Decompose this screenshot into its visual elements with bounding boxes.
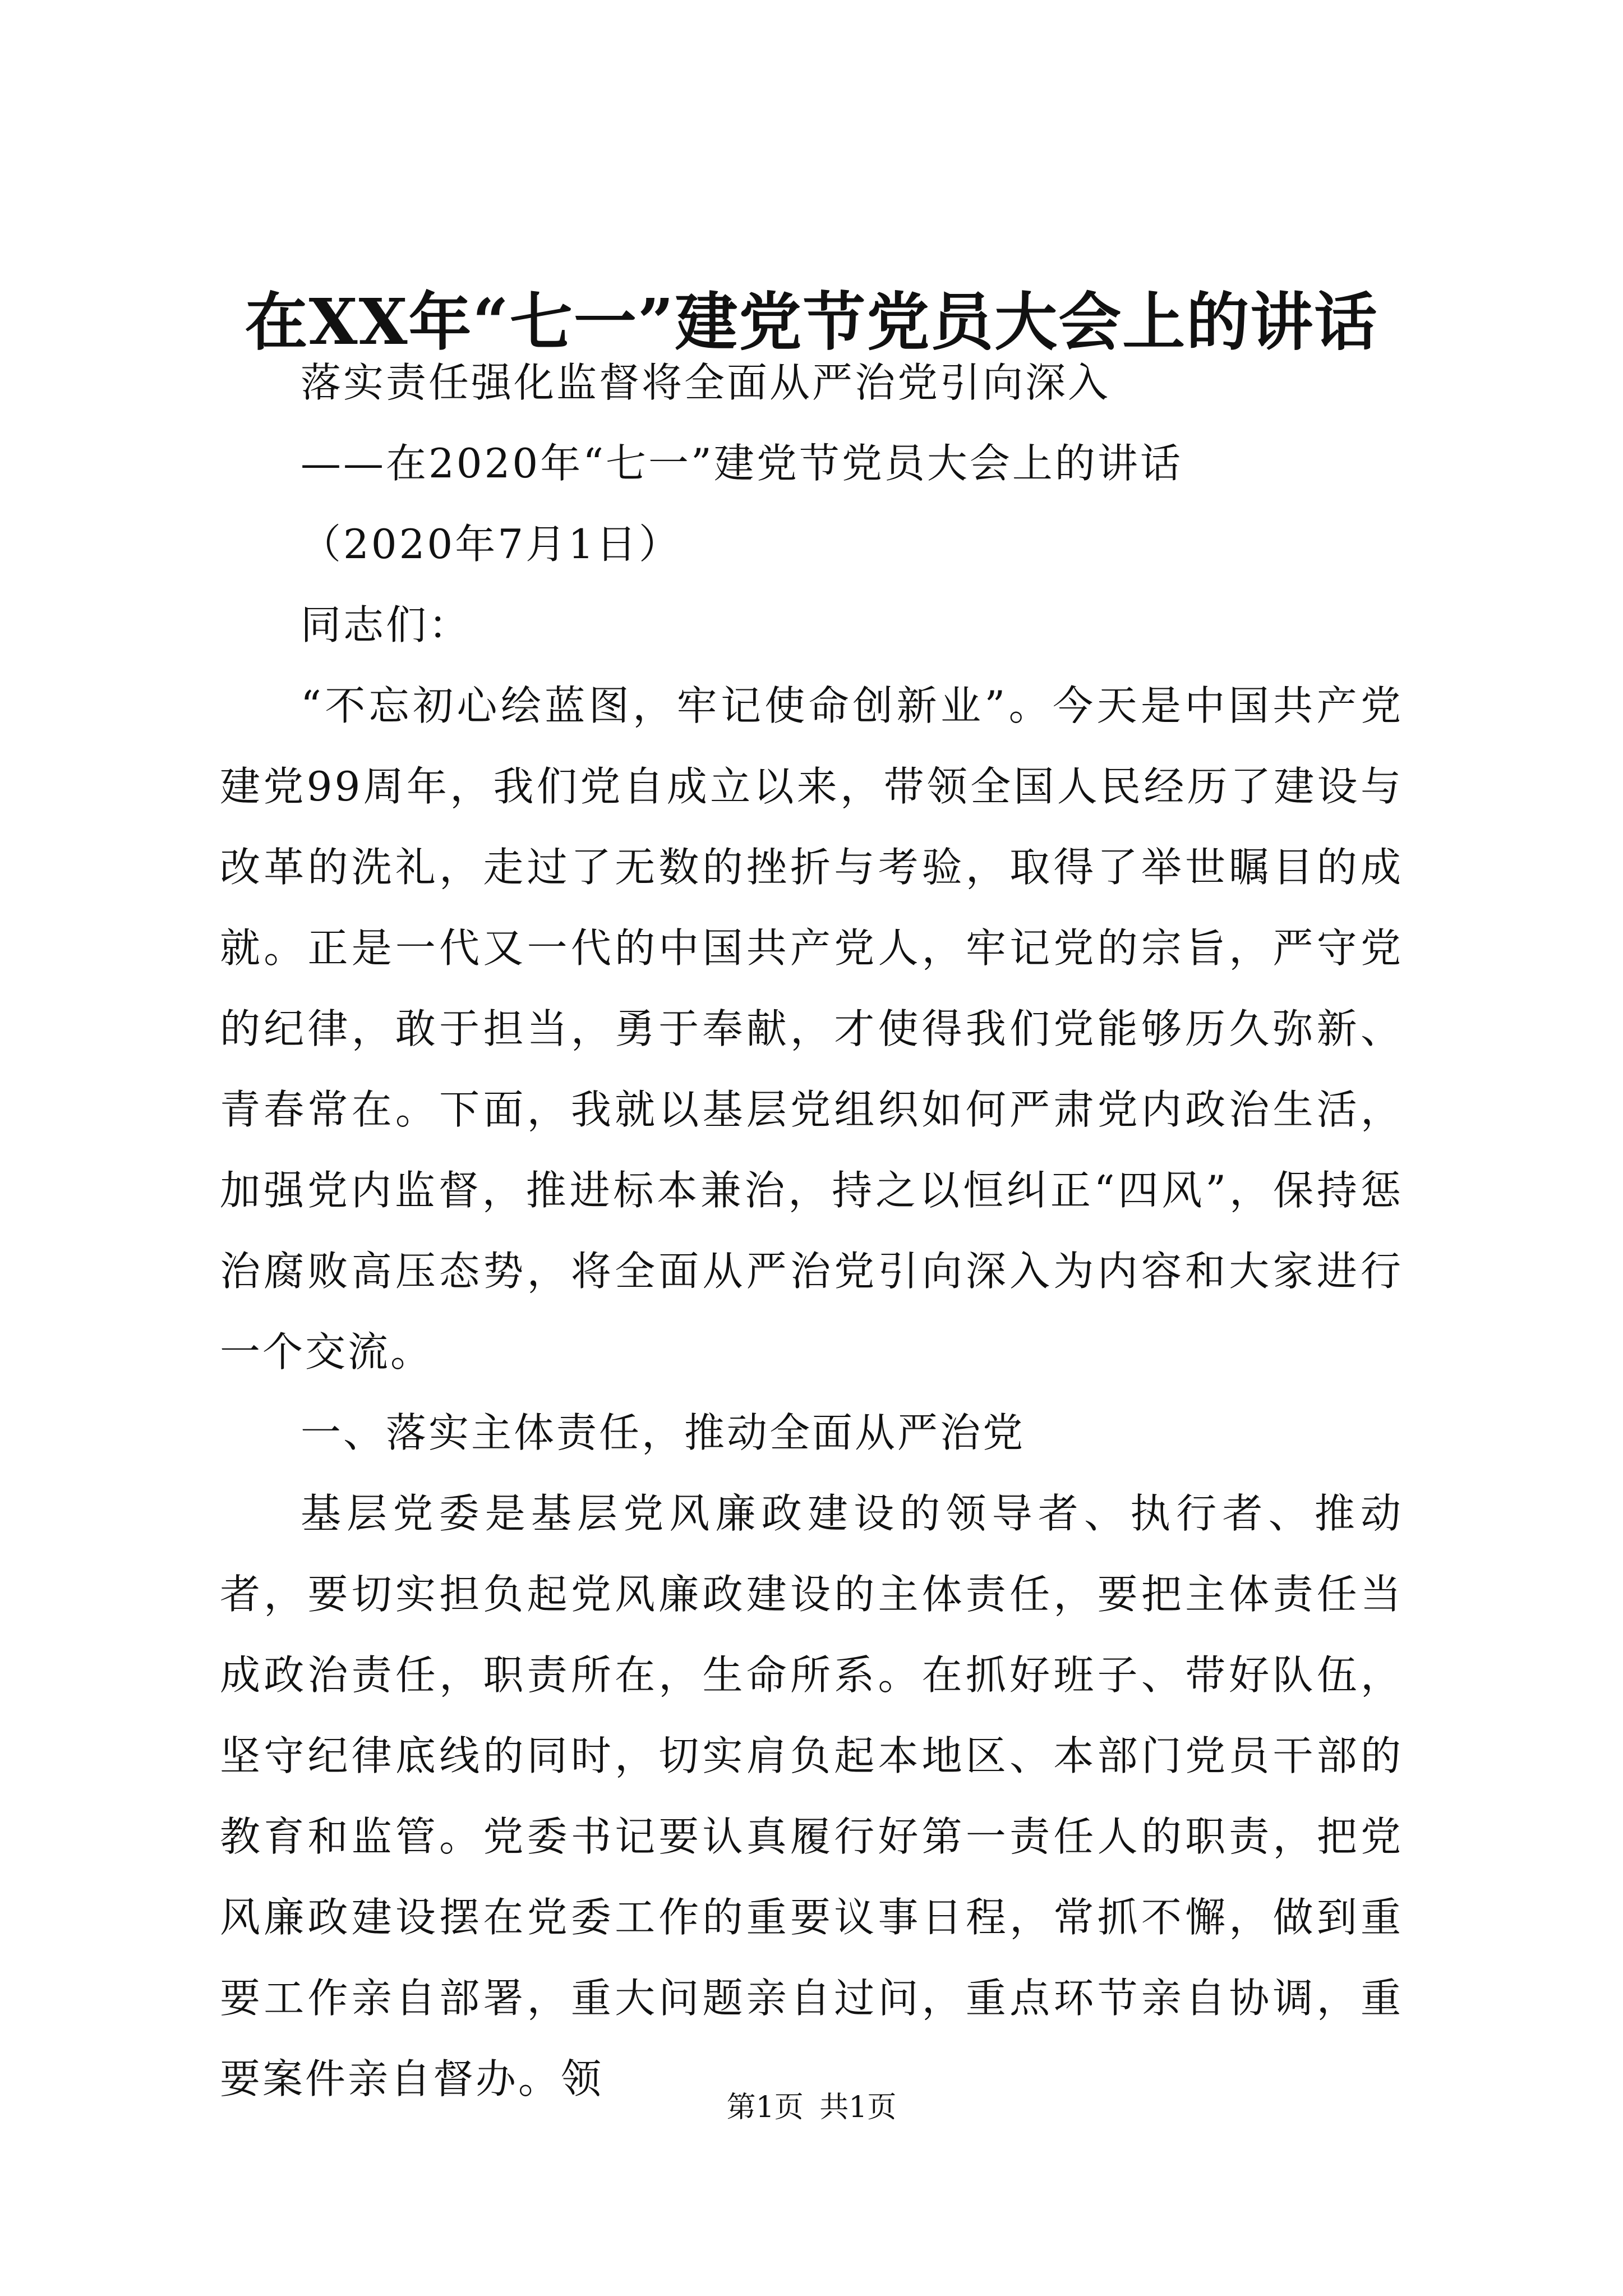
page-total: 共1页 xyxy=(819,2091,897,2124)
document-title: 在XX年“七一”建党节党员大会上的讲话 xyxy=(245,286,1378,359)
page-footer xyxy=(0,2088,1623,2127)
subtitle-speech-line: ——在2020年“七一”建党节党员大会上的讲话 xyxy=(301,440,1183,487)
section-heading: 一、落实主体责任，推动全面从严治党 xyxy=(301,1409,1026,1456)
document-body xyxy=(220,342,1403,2119)
body-paragraph: “不忘初心绘蓝图，牢记使命创新业”。今天是中国共产党建党99周年，我们党自成立以来，带领全国人民经历了建设与改革的洗礼，走过了无数的挫折与考验，取得了举世瞩目的成就。正是一代又一代的中国共产党人，牢记党的宗旨，严守党的纪律，敢于担当，勇于奉献，才使得我们党能够历久弥新、青春常在。下面，我就以基层党组织如何严肃党内政治生活，加强党内监督，推进标本兼治，持之以恒纠正“四风”，保持惩治腐败高压态势，将全面从严治党引向深入为内容和大家进行一个交流。 xyxy=(220,682,1403,1375)
subtitle-line: 落实责任强化监督将全面从严治党引向深入 xyxy=(301,359,1111,406)
body-paragraph: 基层党委是基层党风廉政建设的领导者、执行者、推动者，要切实担负起党风廉政建设的主体责任，要把主体责任当成政治责任，职责所在，生命所系。在抓好班子、带好队伍，坚守纪律底线的同时，切实肩负起本地区、本部门党员干部的教育和监管。党委书记要认真履行好第一责任人的职责，把党风廉政建设摆在党委工作的重要议事日程，常抓不懈，做到重要工作亲自部署，重大问题亲自过问，重点环节亲自协调，重要案件亲自督办。领 xyxy=(220,1490,1403,2102)
salutation: 同志们： xyxy=(301,601,472,648)
page-number: 第1页 xyxy=(726,2091,804,2124)
date-line: （2020年7月1日） xyxy=(301,521,681,568)
